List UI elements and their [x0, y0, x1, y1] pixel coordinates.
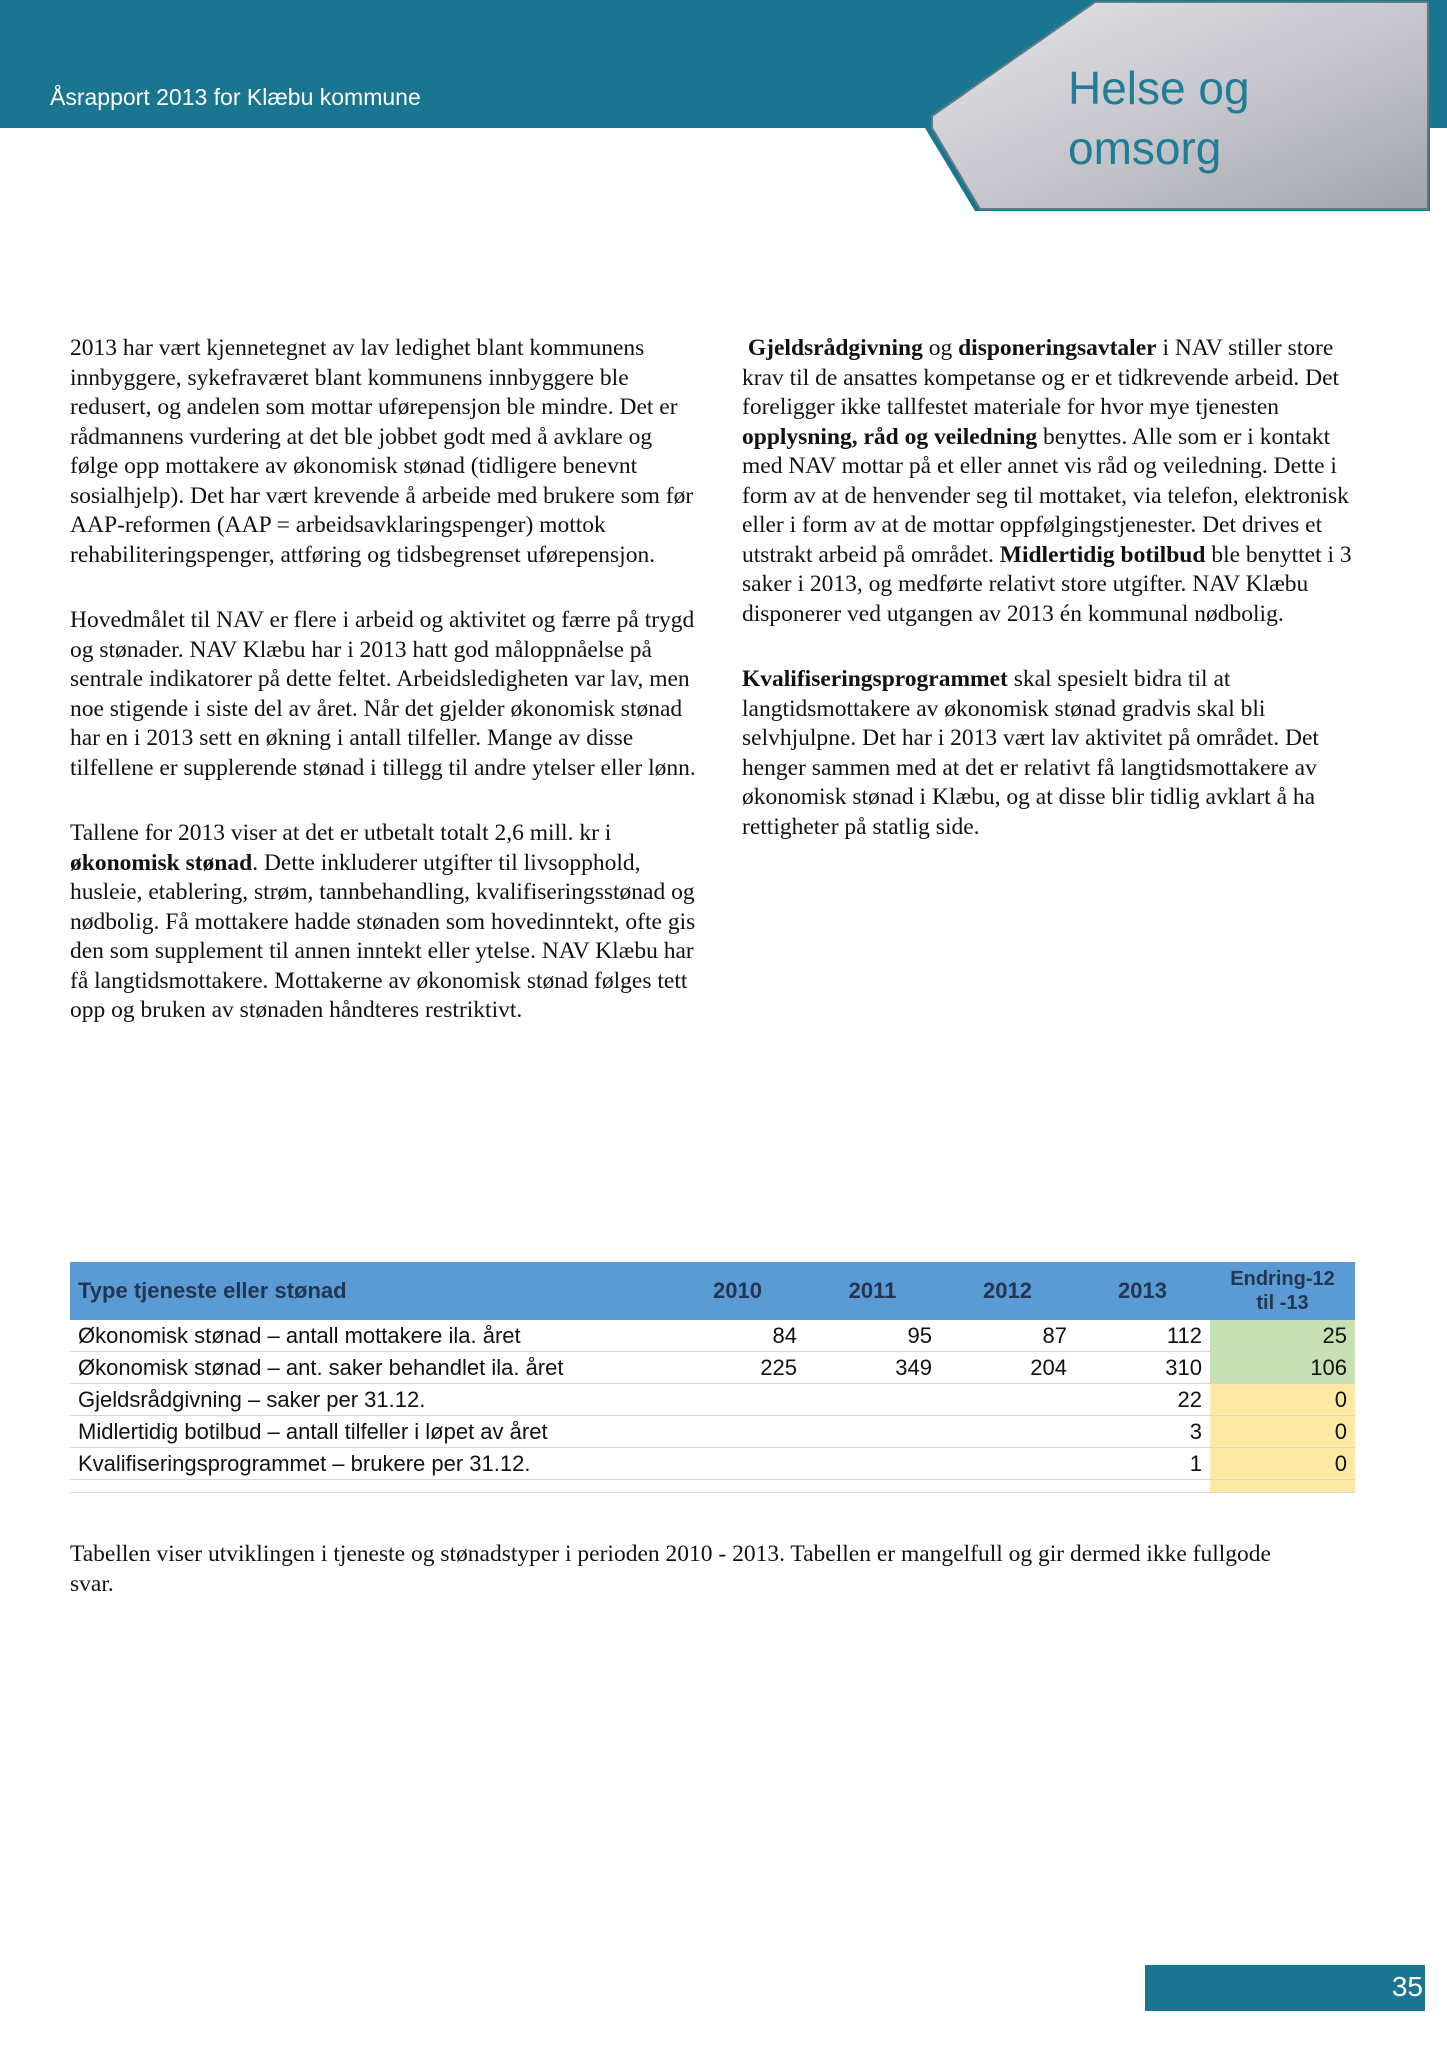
header-type: Type tjeneste eller stønad: [70, 1262, 670, 1320]
row-label: Midlertidig botilbud – antall tilfeller i løpet av året: [70, 1416, 670, 1448]
empty-cell: [805, 1480, 940, 1493]
cell-2012: [940, 1416, 1075, 1448]
cell-change: 106: [1210, 1352, 1355, 1384]
cell-2011: 95: [805, 1320, 940, 1352]
empty-cell: [670, 1480, 805, 1493]
cell-2011: [805, 1448, 940, 1480]
text-span: skal spesielt bidra til at langtidsmottakere av økonomisk stønad gradvis skal bli selvhjulpne. Det har i 2013 vært lav aktivitet på området. Det henger sammen med at det er relativt få langtidsmottakere av økonomisk stønad i Klæbu, og at disse blir tidlig avklart å ha rettigheter på statlig side.: [742, 666, 1319, 840]
section-label-line2: omsorg: [1068, 122, 1222, 174]
cell-2012: [940, 1448, 1075, 1480]
table-row-empty: [70, 1480, 1355, 1493]
row-label: Økonomisk stønad – antall mottakere ila. året: [70, 1320, 670, 1352]
paragraph-debt-counseling: [742, 334, 1374, 629]
table-row: [70, 1384, 1355, 1416]
table-caption: Tabellen viser utviklingen i tjeneste og stønadstyper i perioden 2010 - 2013. Tabellen er mangelfull og gir dermed ikke fullgode svar.: [70, 1541, 1271, 1597]
empty-cell: [70, 1480, 670, 1493]
cell-2011: [805, 1384, 940, 1416]
row-label: Kvalifiseringsprogrammet – brukere per 31.12.: [70, 1448, 670, 1480]
header-change-line1: Endring-12: [1230, 1268, 1335, 1290]
text-span: og: [922, 335, 959, 361]
text-span: . Dette inkluderer utgifter til livsopphold, husleie, etablering, strøm, tannbehandling, kvalifiseringsstønad og nødbolig. Få mottakere hadde stønaden som hovedinntekt, ofte gis den som supplement til annen inntekt eller ytelse. NAV Klæbu har få langtidsmottakere. Mottakerne av økonomisk stønad følges tett opp og bruken av stønaden håndteres restriktivt.: [70, 849, 696, 1023]
empty-cell: [1210, 1480, 1355, 1493]
report-title: Åsrapport 2013 for Klæbu kommune: [50, 84, 421, 110]
cell-2010: [670, 1384, 805, 1416]
section-label: [1068, 58, 1250, 178]
bold-term: Kvalifiseringsprogrammet: [742, 666, 1008, 692]
cell-change: 0: [1210, 1384, 1355, 1416]
empty-cell: [940, 1480, 1075, 1493]
table-row: [70, 1448, 1355, 1480]
header-change-line2: til -13: [1256, 1292, 1309, 1314]
header-2012: 2012: [940, 1262, 1075, 1320]
bold-term: opplysning, råd og veiledning: [742, 423, 1038, 450]
text-span: Tallene for 2013 viser at det er utbetalt totalt 2,6 mill. kr i: [70, 820, 612, 846]
header-change: [1210, 1262, 1355, 1320]
bold-term: økonomisk stønad: [70, 849, 253, 876]
paragraph-economic-support: [70, 819, 698, 1026]
cell-2013: 112: [1075, 1320, 1210, 1352]
left-column: [70, 334, 698, 1062]
row-label: Økonomisk stønad – ant. saker behandlet ila. året: [70, 1352, 670, 1384]
section-label-line1: Helse og: [1068, 62, 1250, 114]
paragraph-intro: 2013 har vært kjennetegnet av lav ledighet blant kommunens innbyggere, sykefraværet blant kommunens innbyggere ble redusert, og andelen som mottar uførepensjon ble mindre. Det er rådmannens vurdering at det ble jobbet godt med å avklare og følge opp mottakere av økonomisk stønad (tidligere benevnt sosialhjelp). Det har vært krevende å arbeide med brukere som før AAP-reformen (AAP = arbeidsavklaringspenger) mottok rehabiliteringspenger, attføring og tidsbegrenset uførepensjon.: [70, 335, 694, 568]
paragraph-qualification-program: [742, 665, 1374, 842]
cell-2013: 1: [1075, 1448, 1210, 1480]
cell-2012: 204: [940, 1352, 1075, 1384]
table-row: [70, 1416, 1355, 1448]
paragraph-nav-goal: Hovedmålet til NAV er flere i arbeid og aktivitet og færre på trygd og stønader. NAV Klæbu har i 2013 hatt god måloppnåelse på sentrale indikatorer på dette feltet. Arbeidsledigheten var lav, men noe stigende i siste del av året. Når det gjelder økonomisk stønad har en i 2013 sett en økning i antall tilfeller. Mange av disse tilfellene er supplerende stønad i tillegg til andre ytelser eller lønn.: [70, 607, 696, 781]
table-row: [70, 1320, 1355, 1352]
row-label: Gjeldsrådgivning – saker per 31.12.: [70, 1384, 670, 1416]
cell-change: 0: [1210, 1416, 1355, 1448]
cell-2012: [940, 1384, 1075, 1416]
header-2011: 2011: [805, 1262, 940, 1320]
cell-2013: 22: [1075, 1384, 1210, 1416]
cell-2013: 3: [1075, 1416, 1210, 1448]
table-header-row: [70, 1262, 1355, 1320]
cell-2011: [805, 1416, 940, 1448]
text-span: benyttes. Alle som er i kontakt med NAV mottar på et eller annet vis råd og veiledning. Dette i form av at de henvender seg til mottaket, via telefon, elektronisk eller i form av at de mottar oppfølgingstjenester. Det drives et utstrakt arbeid på området.: [742, 423, 1349, 568]
cell-2012: 87: [940, 1320, 1075, 1352]
empty-cell: [1075, 1480, 1210, 1493]
bold-term: Gjeldsrådgivning: [747, 335, 923, 361]
cell-change: 0: [1210, 1448, 1355, 1480]
page-number: 35: [1391, 1971, 1423, 2002]
header-2010: 2010: [670, 1262, 805, 1320]
page-number-box: [1145, 1965, 1425, 2011]
bold-term: Midlertidig botilbud: [999, 541, 1206, 568]
text-span: ble benyttet i 3 saker i 2013, og medførte relativt store utgifter. NAV Klæbu disponerer ved utgangen av 2013 én kommunal nødbolig.: [742, 541, 1352, 627]
cell-2011: 349: [805, 1352, 940, 1384]
table-row: [70, 1352, 1355, 1384]
cell-2010: [670, 1416, 805, 1448]
services-table: [70, 1262, 1355, 1490]
text-span: i NAV stiller store krav til de ansattes kompetanse og er et tidkrevende arbeid. Det foreligger ikke tallfestet materiale for hvor mye tjenesten: [742, 335, 1340, 420]
cell-2013: 310: [1075, 1352, 1210, 1384]
cell-2010: 225: [670, 1352, 805, 1384]
cell-2010: [670, 1448, 805, 1480]
bold-term: disponeringsavtaler: [958, 335, 1157, 361]
cell-change: 25: [1210, 1320, 1355, 1352]
right-column: [742, 334, 1374, 878]
cell-2010: 84: [670, 1320, 805, 1352]
header-2013: 2013: [1075, 1262, 1210, 1320]
